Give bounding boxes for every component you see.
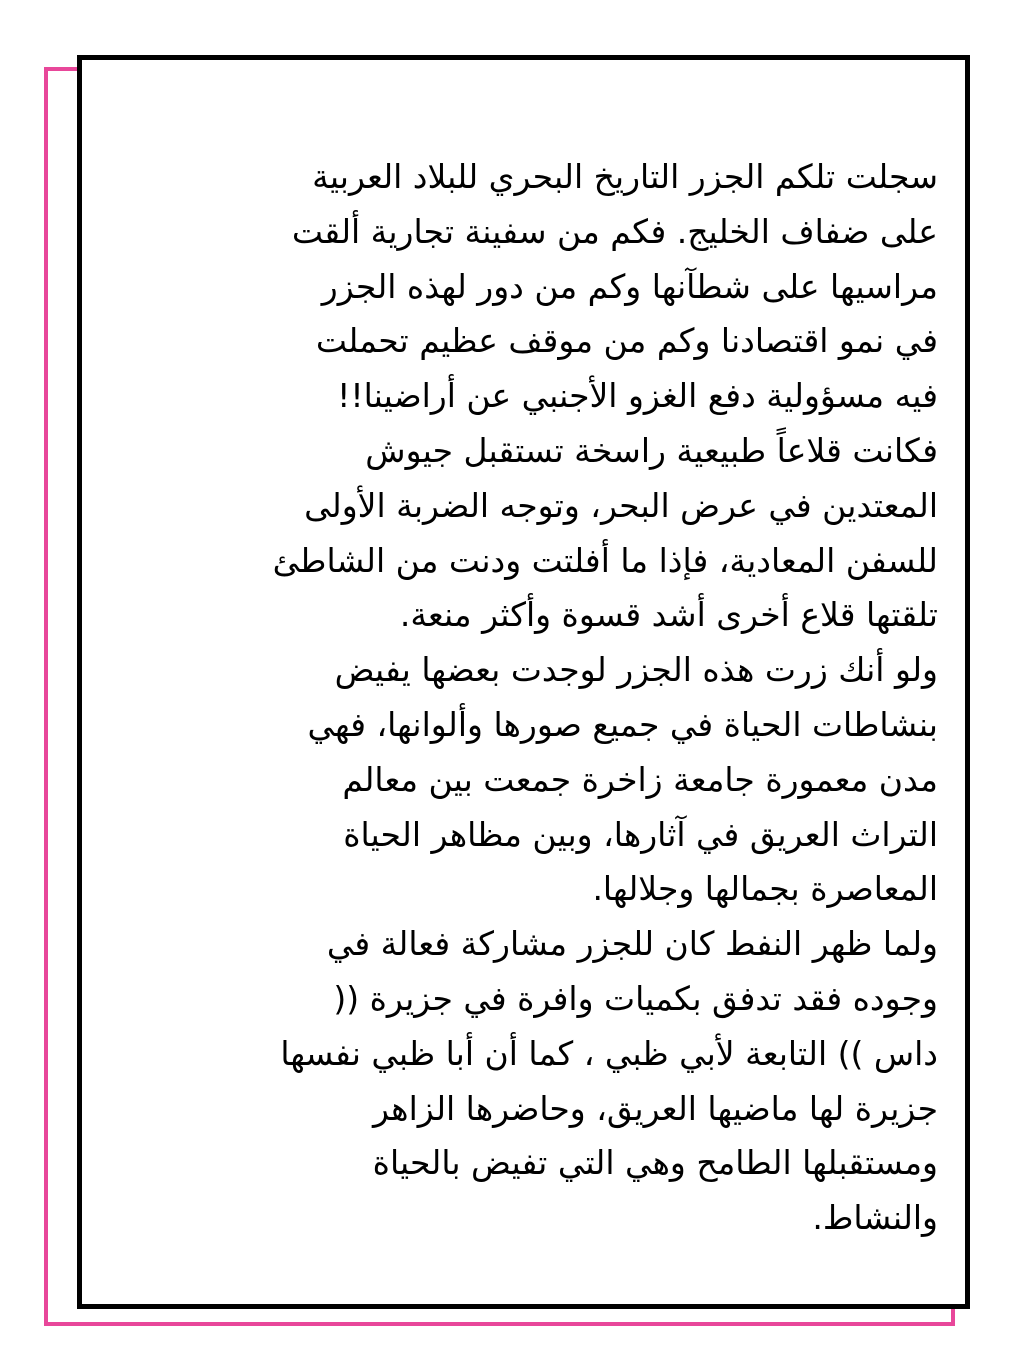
text-line: مراسيها على شطآنها وكم من دور لهذه الجزر (321, 266, 938, 306)
text-line: تلقتها قلاع أخرى أشد قسوة وأكثر منعة. (399, 595, 938, 635)
arabic-paragraph (78, 150, 938, 1246)
text-line: وجوده فقد تدفق بكميات وافرة في جزيرة (( (333, 978, 938, 1018)
text-line: فكانت قلاعاً طبيعية راسخة تستقبل جيوش (365, 430, 938, 470)
text-line: جزيرة لها ماضيها العريق، وحاضرها الزاهر (372, 1088, 938, 1128)
text-line: ومستقبلها الطامح وهي التي تفيض بالحياة (372, 1143, 938, 1183)
text-line: سجلت تلكم الجزر التاريخ البحري للبلاد العربية (312, 157, 938, 196)
text-line: للسفن المعادية، فإذا ما أفلتت ودنت من الشاطئ (272, 540, 938, 580)
text-line: والنشاط. (812, 1198, 938, 1238)
text-line: التراث العريق في آثارها، وبين مظاهر الحياة (343, 814, 938, 854)
text-line: في نمو اقتصادنا وكم من موقف عظيم تحملت (315, 321, 938, 361)
text-line: المعتدين في عرض البحر، وتوجه الضربة الأولى (304, 485, 938, 525)
text-line: ولو أنك زرت هذه الجزر لوجدت بعضها يفيض (334, 650, 938, 690)
text-line: ولما ظهر النفط كان للجزر مشاركة فعالة في (326, 924, 938, 964)
text-line: بنشاطات الحياة في جميع صورها وألوانها، فهي (307, 704, 938, 744)
text-line: فيه مسؤولية دفع الغزو الأجنبي عن أراضينا!! (337, 376, 938, 416)
text-line: على ضفاف الخليج. فكم من سفينة تجارية ألقت (291, 211, 938, 251)
text-line: داس )) التابعة لأبي ظبي ، كما أن أبا ظبي نفسها (280, 1033, 938, 1073)
text-line: المعاصرة بجمالها وجلالها. (592, 869, 938, 909)
text-line: مدن معمورة جامعة زاخرة جمعت بين معالم (342, 759, 938, 799)
